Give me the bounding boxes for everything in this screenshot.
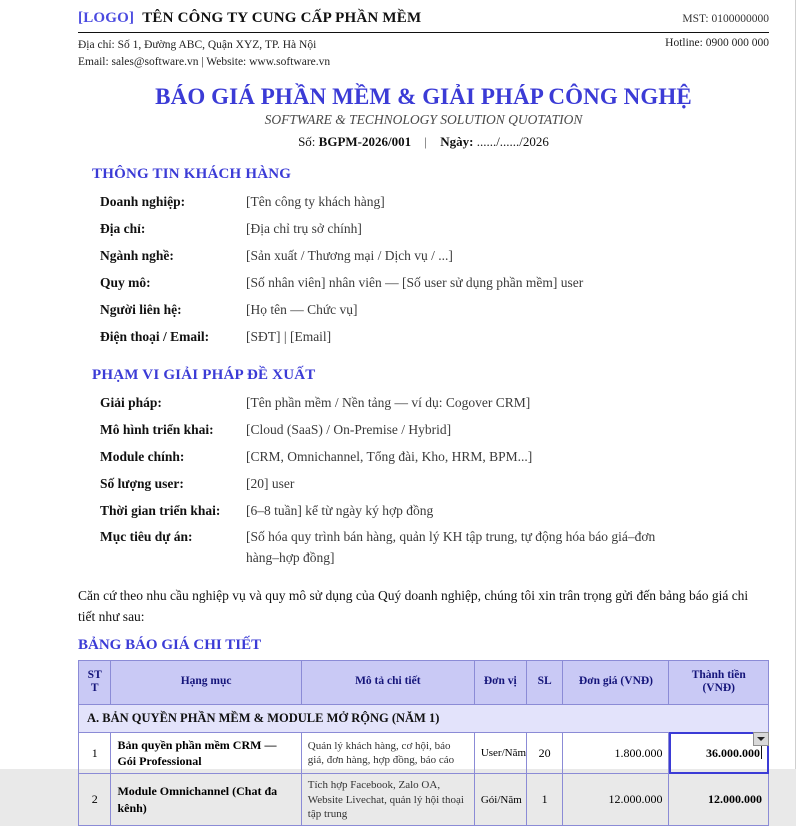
col-header-amount: Thành tiền (VNĐ) xyxy=(669,660,769,704)
table-row[interactable] xyxy=(79,774,769,826)
info-value: [SĐT] | [Email] xyxy=(246,328,332,344)
col-header-stt: ST T xyxy=(79,660,111,704)
info-label: Giải pháp: xyxy=(100,394,162,410)
info-value: [Tên công ty khách hàng] xyxy=(246,194,385,210)
table-row[interactable] xyxy=(79,732,769,773)
info-label: Điện thoại / Email: xyxy=(100,328,210,344)
info-label: Quy mô: xyxy=(100,275,151,291)
cell-amount[interactable]: 12.000.000 xyxy=(669,774,769,826)
group-label: A. BẢN QUYỀN PHẦN MỀM & MODULE MỞ RỘNG (NĂM 1) xyxy=(79,704,769,732)
info-label: Số lượng user: xyxy=(100,475,184,491)
info-row xyxy=(78,498,769,525)
col-header-unit: Đơn vị xyxy=(474,660,526,704)
col-header-description: Mô tả chi tiết xyxy=(301,660,474,704)
cell-unit[interactable]: User/Năm xyxy=(474,732,526,773)
document-title: BÁO GIÁ PHẦN MỀM & GIẢI PHÁP CÔNG NGHỆ xyxy=(155,84,692,110)
info-row xyxy=(78,243,769,270)
info-label: Ngành nghề: xyxy=(100,248,174,264)
quote-table-head xyxy=(79,660,769,704)
col-header-unit-price: Đơn giá (VNĐ) xyxy=(563,660,669,704)
info-row xyxy=(78,417,769,444)
intro-paragraph: Căn cứ theo nhu cầu nghiệp vụ và quy mô sử dụng của Quý doanh nghiệp, chúng tôi xin trân trọng gửi đến bảng báo giá chi tiết như sau: xyxy=(78,588,749,624)
quote-table xyxy=(78,660,769,826)
info-row xyxy=(78,270,769,297)
cell-unit-price[interactable]: 1.800.000 xyxy=(563,732,669,773)
quote-date-label: Ngày: xyxy=(440,134,474,150)
company-address: Địa chỉ: Số 1, Đường ABC, Quận XYZ, TP. Hà Nội xyxy=(78,39,317,51)
info-label: Thời gian triển khai: xyxy=(100,502,221,518)
info-value: [Họ tên — Chức vụ] xyxy=(246,302,358,318)
company-email-website: Email: sales@software.vn | Website: www.software.vn xyxy=(78,55,331,68)
header-contact xyxy=(78,37,769,70)
customer-section-heading: THÔNG TIN KHÁCH HÀNG xyxy=(92,166,292,183)
quote-number-value: BGPM-2026/001 xyxy=(318,134,412,150)
cell-quantity[interactable]: 1 xyxy=(526,774,563,826)
info-label: Doanh nghiệp: xyxy=(100,194,186,210)
info-row xyxy=(78,297,769,324)
info-row xyxy=(78,324,769,351)
info-row xyxy=(78,444,769,471)
text-caret xyxy=(761,746,762,759)
header-left xyxy=(78,10,421,27)
info-value: [Tên phần mềm / Nền tảng — ví dụ: Cogover CRM] xyxy=(246,394,531,410)
table-header-row xyxy=(79,660,769,704)
cell-unit[interactable]: Gói/Năm xyxy=(474,774,526,826)
info-value: [6–8 tuần] kể từ ngày ký hợp đồng xyxy=(246,502,434,518)
info-value: [Cloud (SaaS) / On-Premise / Hybrid] xyxy=(246,421,452,437)
tax-code: MST: 0100000000 xyxy=(682,13,769,25)
header-divider xyxy=(78,32,769,33)
info-label: Mô hình triển khai: xyxy=(100,421,214,437)
document-header xyxy=(78,10,769,30)
info-label: Module chính: xyxy=(100,448,185,464)
cell-unit-price[interactable]: 12.000.000 xyxy=(563,774,669,826)
cell-amount-selected[interactable] xyxy=(669,732,769,773)
chevron-down-icon[interactable] xyxy=(753,732,769,746)
cell-description[interactable]: Tích hợp Facebook, Zalo OA, Website Livechat, quản lý hội thoại tập trung xyxy=(301,774,474,826)
info-row xyxy=(78,524,769,572)
cell-stt[interactable]: 2 xyxy=(79,774,111,826)
info-label: Mục tiêu dự án: xyxy=(100,529,193,545)
scope-info-list xyxy=(78,390,769,572)
info-row xyxy=(78,189,769,216)
info-row xyxy=(78,216,769,243)
cell-item[interactable]: Bản quyền phần mềm CRM — Gói Professional xyxy=(111,732,301,773)
info-value: [20] user xyxy=(246,475,295,491)
scope-section-heading: PHẠM VI GIẢI PHÁP ĐỀ XUẤT xyxy=(92,366,316,383)
quote-number-label: Số: xyxy=(298,134,316,150)
logo-placeholder: [LOGO] xyxy=(78,10,135,26)
cell-quantity[interactable]: 20 xyxy=(526,732,563,773)
header-contact-left xyxy=(78,37,330,70)
info-value: [Số hóa quy trình bán hàng, quản lý KH tập trung, tự động hóa báo giá–đơn hàng–hợp đồng] xyxy=(246,529,656,566)
col-header-item: Hạng mục xyxy=(111,660,301,704)
quote-table-title: BẢNG BÁO GIÁ CHI TIẾT xyxy=(78,636,262,653)
info-value: [Địa chỉ trụ sở chính] xyxy=(246,221,362,237)
document-meta xyxy=(78,134,769,150)
company-hotline: Hotline: 0900 000 000 xyxy=(665,37,769,49)
info-value: [Số nhân viên] nhân viên — [Số user sử dụng phần mềm] user xyxy=(246,275,584,291)
customer-info-list xyxy=(78,189,769,351)
info-value: [Sản xuất / Thương mại / Dịch vụ / ...] xyxy=(246,248,453,264)
info-row xyxy=(78,390,769,417)
document-subtitle: SOFTWARE & TECHNOLOGY SOLUTION QUOTATION xyxy=(264,112,583,128)
quote-date-value: ....../....../2026 xyxy=(476,134,549,150)
info-row xyxy=(78,471,769,498)
meta-separator: | xyxy=(424,134,427,150)
cell-amount-value: 36.000.000 xyxy=(706,745,760,760)
cell-stt[interactable]: 1 xyxy=(79,732,111,773)
col-header-quantity: SL xyxy=(526,660,563,704)
company-name: TÊN CÔNG TY CUNG CẤP PHẦN MỀM xyxy=(142,10,422,26)
cell-description[interactable]: Quản lý khách hàng, cơ hội, báo giá, đơn hàng, hợp đồng, báo cáo xyxy=(301,732,474,773)
info-label: Địa chỉ: xyxy=(100,221,146,237)
cell-item[interactable]: Module Omnichannel (Chat đa kênh) xyxy=(111,774,301,826)
table-group-row xyxy=(79,704,769,732)
info-label: Người liên hệ: xyxy=(100,302,182,318)
quote-table-body xyxy=(79,704,769,825)
info-value: [CRM, Omnichannel, Tổng đài, Kho, HRM, BPM...] xyxy=(246,448,533,464)
